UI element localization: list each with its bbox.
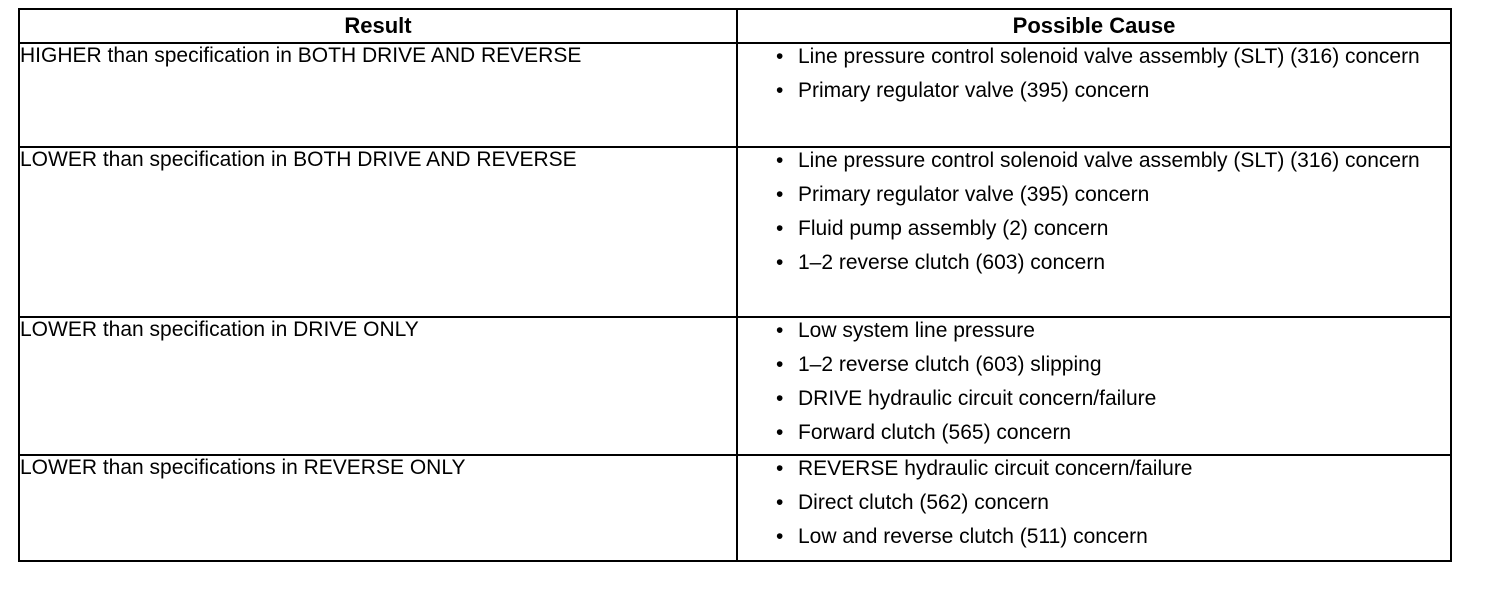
cause-cell	[737, 317, 1451, 455]
cause-item	[738, 420, 1450, 446]
bullet-icon: •	[776, 387, 784, 410]
cause-item	[738, 78, 1450, 104]
bullet-icon: •	[776, 319, 784, 342]
cause-text: REVERSE hydraulic circuit concern/failure	[798, 457, 1193, 480]
cause-list	[738, 456, 1450, 550]
bullet-icon: •	[776, 525, 784, 548]
bullet-icon: •	[776, 183, 784, 206]
result-column-header: Result	[19, 9, 737, 43]
cause-text: Low system line pressure	[798, 319, 1035, 342]
cause-text: 1–2 reverse clutch (603) concern	[798, 251, 1105, 274]
bullet-icon: •	[776, 457, 784, 480]
cause-text: Line pressure control solenoid valve assembly (SLT) (316) concern	[798, 149, 1420, 172]
cause-text: DRIVE hydraulic circuit concern/failure	[798, 387, 1157, 410]
cause-list	[738, 148, 1450, 276]
result-cell: LOWER than specification in DRIVE ONLY	[19, 317, 737, 455]
result-cell: HIGHER than specification in BOTH DRIVE AND REVERSE	[19, 43, 737, 147]
table-row	[19, 147, 1451, 317]
cause-item	[738, 386, 1450, 412]
cause-text: Direct clutch (562) concern	[798, 491, 1049, 514]
cause-item	[738, 456, 1450, 482]
cause-item	[738, 524, 1450, 550]
bullet-icon: •	[776, 79, 784, 102]
cause-list	[738, 318, 1450, 446]
bullet-icon: •	[776, 149, 784, 172]
result-cell: LOWER than specifications in REVERSE ONLY	[19, 455, 737, 561]
bullet-icon: •	[776, 353, 784, 376]
cause-item	[738, 352, 1450, 378]
cause-text: Primary regulator valve (395) concern	[798, 183, 1150, 206]
cause-text: 1–2 reverse clutch (603) slipping	[798, 353, 1102, 376]
table-row	[19, 317, 1451, 455]
cause-item	[738, 44, 1450, 70]
cause-item	[738, 148, 1450, 174]
cause-text: Fluid pump assembly (2) concern	[798, 217, 1109, 240]
table-row	[19, 455, 1451, 561]
bullet-icon: •	[776, 45, 784, 68]
possible-cause-column-header: Possible Cause	[737, 9, 1451, 43]
header-row	[19, 9, 1451, 43]
cause-item	[738, 250, 1450, 276]
cause-list	[738, 44, 1450, 104]
result-cell: LOWER than specification in BOTH DRIVE AND REVERSE	[19, 147, 737, 317]
cause-text: Forward clutch (565) concern	[798, 421, 1072, 444]
cause-text: Line pressure control solenoid valve assembly (SLT) (316) concern	[798, 45, 1420, 68]
cause-text: Primary regulator valve (395) concern	[798, 79, 1150, 102]
cause-cell	[737, 455, 1451, 561]
cause-cell	[737, 147, 1451, 317]
diagnosis-table	[18, 8, 1452, 562]
cause-item	[738, 182, 1450, 208]
cause-item	[738, 318, 1450, 344]
cause-cell	[737, 43, 1451, 147]
bullet-icon: •	[776, 251, 784, 274]
bullet-icon: •	[776, 491, 784, 514]
bullet-icon: •	[776, 217, 784, 240]
cause-text: Low and reverse clutch (511) concern	[798, 525, 1148, 548]
table-row	[19, 43, 1451, 147]
bullet-icon: •	[776, 421, 784, 444]
cause-item	[738, 216, 1450, 242]
cause-item	[738, 490, 1450, 516]
